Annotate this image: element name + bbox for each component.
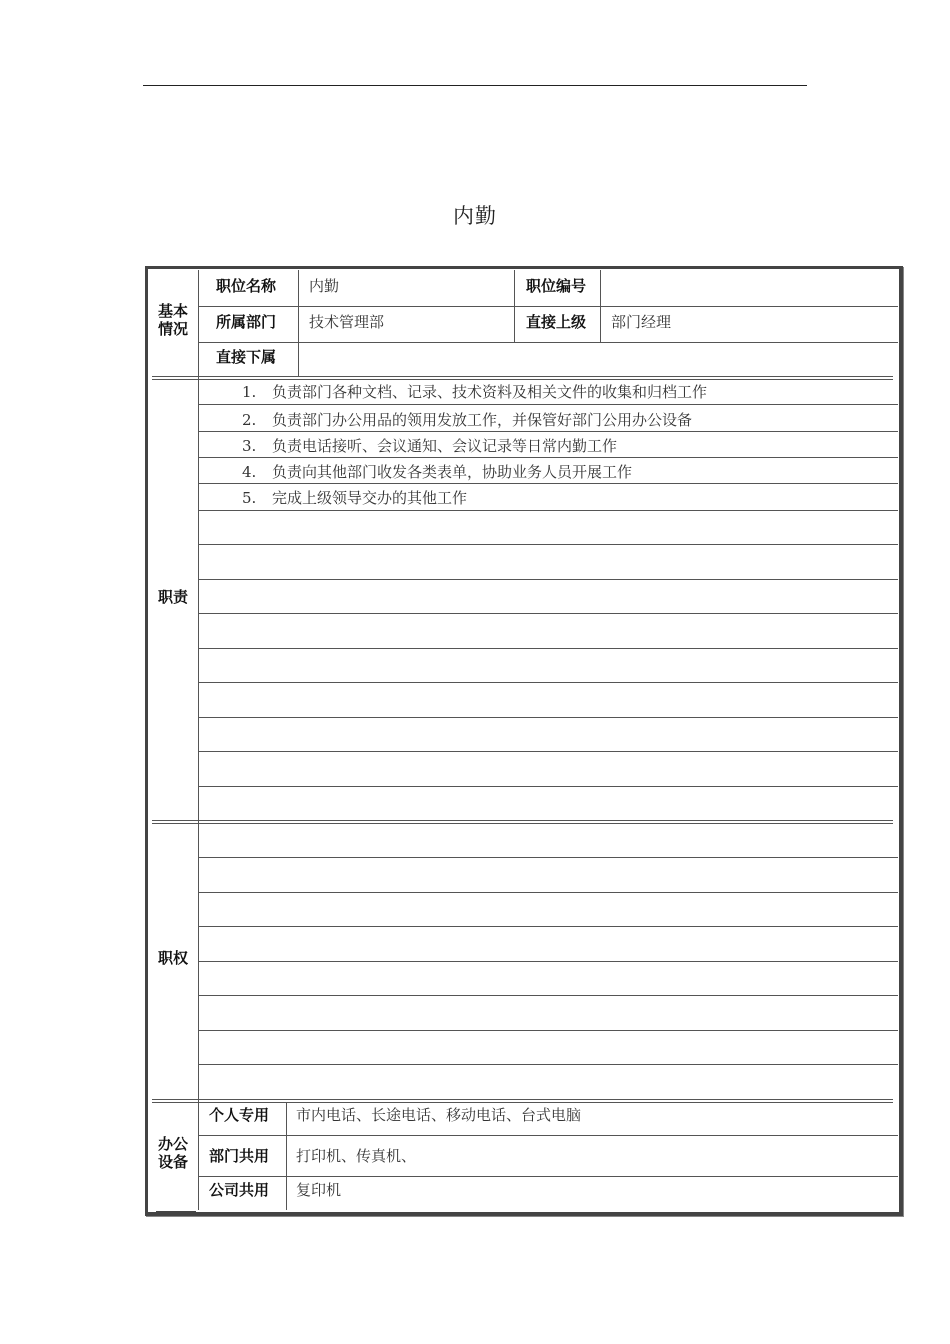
department-label: 所属部门 bbox=[216, 313, 277, 331]
basic-row-divider bbox=[198, 342, 898, 343]
duty-empty-row-divider bbox=[198, 648, 898, 649]
duty-item: 3. 负责电话接听、会议通知、会议记录等日常内勤工作 bbox=[242, 437, 618, 455]
duty-empty-row-divider bbox=[198, 682, 898, 683]
duty-item: 2. 负责部门办公用品的领用发放工作，并保管好部门公用办公设备 bbox=[242, 411, 693, 429]
department-value: 技术管理部 bbox=[309, 313, 385, 331]
equipment-company-label: 公司共用 bbox=[209, 1181, 270, 1199]
direct-subordinate-label: 直接下属 bbox=[216, 348, 277, 366]
authority-row-divider bbox=[198, 961, 898, 962]
duty-row-divider bbox=[198, 404, 898, 405]
equipment-row-divider bbox=[198, 1135, 898, 1136]
equipment-row-divider bbox=[198, 1176, 898, 1177]
left-column-divider bbox=[198, 270, 199, 1210]
duty-empty-row-divider bbox=[198, 544, 898, 545]
section-divider bbox=[152, 376, 893, 377]
duty-empty-row-divider bbox=[198, 751, 898, 752]
duty-empty-row-divider bbox=[198, 613, 898, 614]
authority-row-divider bbox=[198, 857, 898, 858]
equipment-personal-label: 个人专用 bbox=[209, 1106, 270, 1124]
basic-col-divider bbox=[600, 270, 601, 342]
authority-row-divider bbox=[198, 995, 898, 996]
authority-row-divider bbox=[198, 892, 898, 893]
duty-row-divider bbox=[198, 483, 898, 484]
basic-col-divider bbox=[298, 270, 299, 376]
duty-empty-row-divider bbox=[198, 579, 898, 580]
position-code-label: 职位编号 bbox=[526, 277, 587, 295]
equipment-department-value: 打印机、传真机、 bbox=[296, 1147, 417, 1165]
duty-row-divider bbox=[198, 431, 898, 432]
basic-col-divider bbox=[514, 270, 515, 342]
authority-row-divider bbox=[198, 926, 898, 927]
equipment-personal-value: 市内电话、长途电话、移动电话、台式电脑 bbox=[296, 1106, 582, 1124]
equipment-company-value: 复印机 bbox=[296, 1181, 342, 1199]
authority-section-label: 职权 bbox=[157, 949, 188, 967]
duty-empty-row-divider bbox=[198, 786, 898, 787]
duty-row-divider bbox=[198, 510, 898, 511]
document-title: 内勤 bbox=[453, 204, 497, 228]
equipment-col-divider bbox=[286, 1102, 287, 1210]
equipment-department-label: 部门共用 bbox=[209, 1147, 270, 1165]
bottom-border-stub bbox=[156, 1211, 196, 1214]
header-rule bbox=[143, 85, 807, 86]
authority-row-divider bbox=[198, 1030, 898, 1031]
position-name-value: 内勤 bbox=[309, 277, 340, 295]
authority-row-divider bbox=[198, 1064, 898, 1065]
direct-superior-label: 直接上级 bbox=[526, 313, 587, 331]
section-divider bbox=[152, 820, 893, 821]
duty-item: 1. 负责部门各种文档、记录、技术资料及相关文件的收集和归档工作 bbox=[242, 383, 708, 401]
duty-row-divider bbox=[198, 457, 898, 458]
section-divider bbox=[152, 1099, 893, 1100]
basic-row-divider bbox=[198, 306, 898, 307]
duties-section-label: 职责 bbox=[157, 588, 188, 606]
basic-info-section-label: 基本 情况 bbox=[157, 302, 188, 338]
duty-empty-row-divider bbox=[198, 717, 898, 718]
duty-item: 5. 完成上级领导交办的其他工作 bbox=[242, 489, 468, 507]
duty-item: 4. 负责向其他部门收发各类表单，协助业务人员开展工作 bbox=[242, 463, 633, 481]
direct-superior-value: 部门经理 bbox=[611, 313, 672, 331]
equipment-section-label: 办公 设备 bbox=[157, 1135, 188, 1171]
position-name-label: 职位名称 bbox=[216, 277, 277, 295]
